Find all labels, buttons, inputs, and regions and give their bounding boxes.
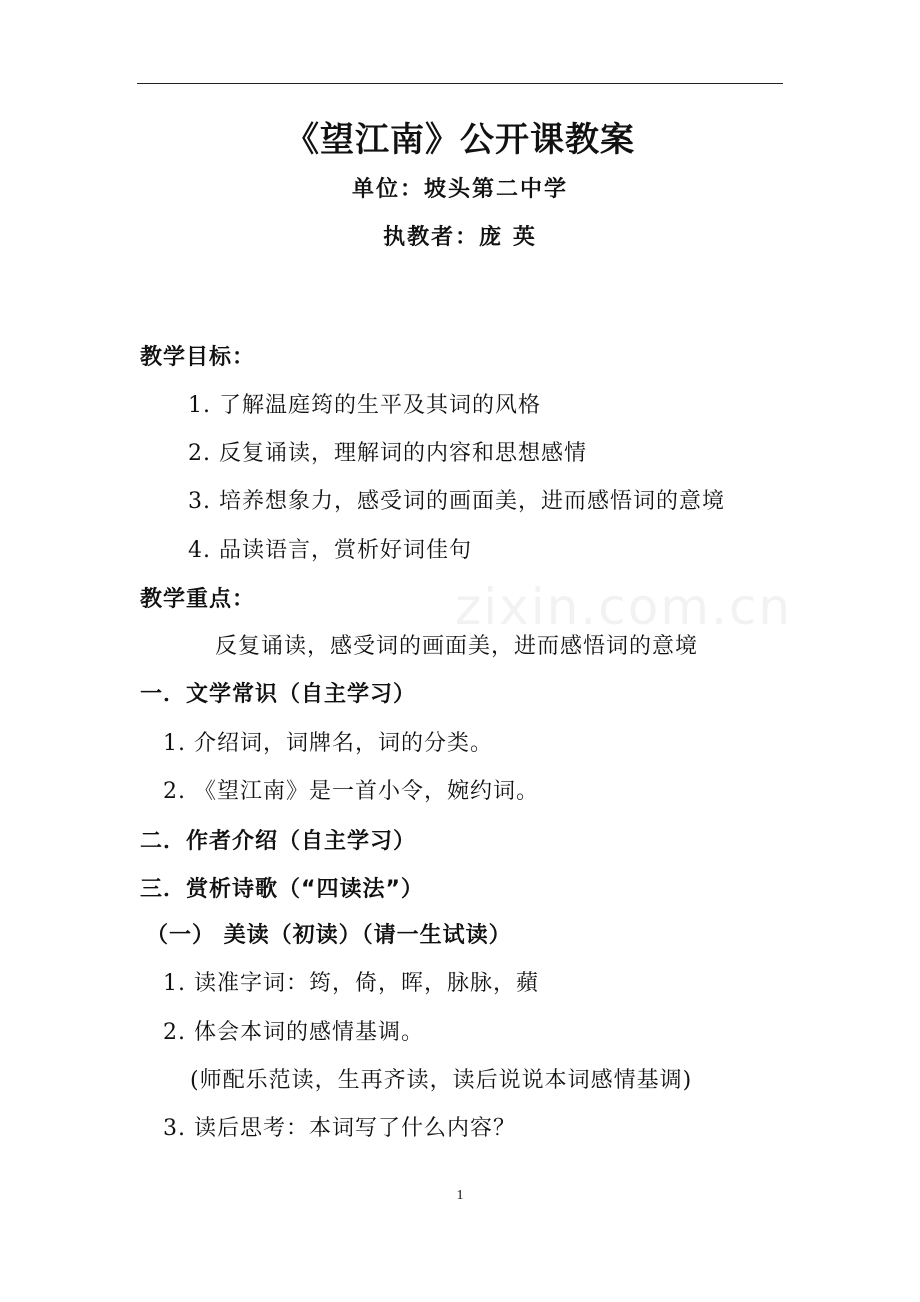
section1-item: 2. 《望江南》是一首小令，婉约词。 <box>163 779 539 804</box>
document-title: 《望江南》公开课教案 <box>285 120 635 160</box>
page-number: 1 <box>456 1188 464 1203</box>
section1-heading: 一．文学常识（自主学习） <box>140 682 417 707</box>
subsection1-item: 1. 读准字词：筠，倚，晖，脉脉，蘋 <box>163 971 539 996</box>
section2-heading: 二．作者介绍（自主学习） <box>140 829 417 854</box>
watermark: zixin.com.cn <box>455 578 793 636</box>
section1-item: 1. 介绍词，词牌名，词的分类。 <box>163 731 493 756</box>
objectives-heading: 教学目标： <box>140 345 256 370</box>
unit-line: 单位：坡头第二中学 <box>351 176 568 202</box>
header-rule <box>137 83 783 84</box>
subsection1-note: (师配乐范读，生再齐读，读后说说本词感情基调) <box>190 1068 693 1093</box>
objective-item: 2. 反复诵读，理解词的内容和思想感情 <box>188 441 587 466</box>
teacher-line: 执教者：庞 英 <box>383 224 537 250</box>
focus-text: 反复诵读，感受词的画面美，进而感悟词的意境 <box>215 634 699 659</box>
section3-heading: 三．赏析诗歌（“四读法”） <box>140 877 424 902</box>
subsection1-item: 2. 体会本词的感情基调。 <box>163 1020 424 1045</box>
objective-item: 3. 培养想象力，感受词的画面美，进而感悟词的意境 <box>188 489 725 514</box>
subsection1-item: 3. 读后思考：本词写了什么内容？ <box>163 1116 516 1141</box>
objective-item: 4. 品读语言，赏析好词佳句 <box>188 538 472 563</box>
objective-item: 1. 了解温庭筠的生平及其词的风格 <box>188 393 541 418</box>
subsection1-heading: （一） 美读（初读）（请一生试读） <box>146 923 512 948</box>
focus-heading: 教学重点： <box>140 587 256 612</box>
